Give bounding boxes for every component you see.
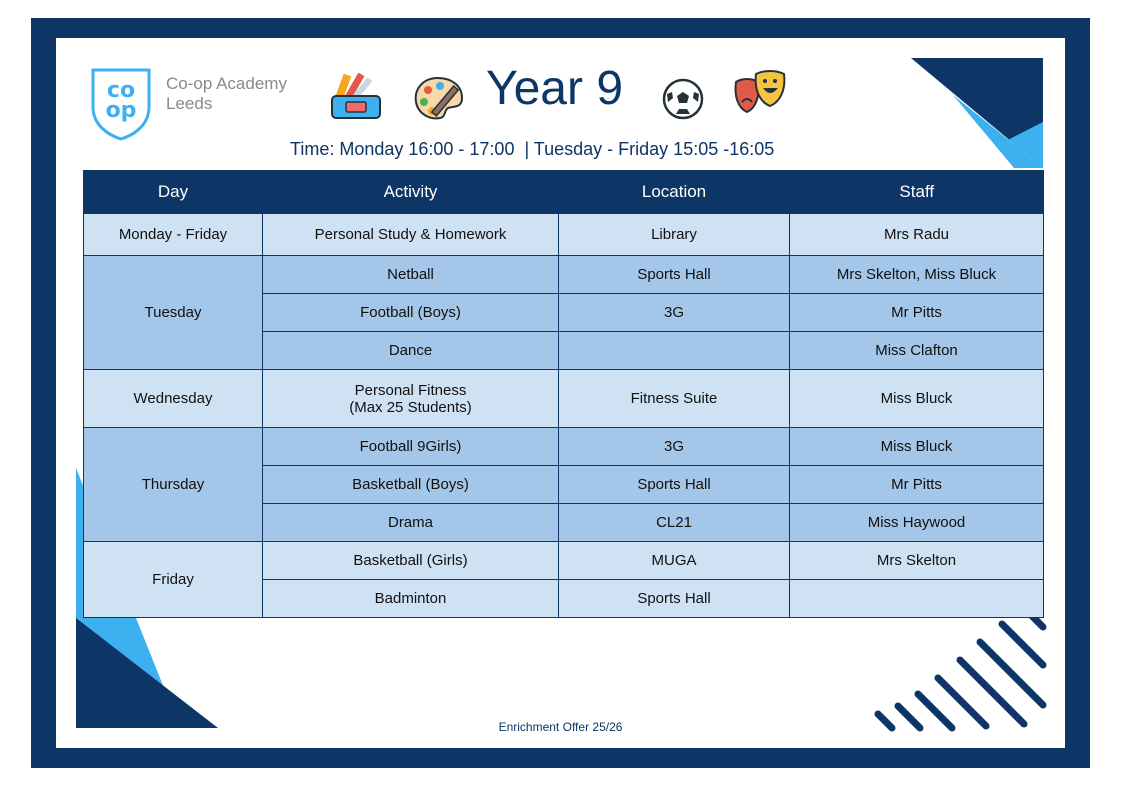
activity-cell: Personal Study & Homework	[263, 214, 559, 256]
activity-cell	[263, 370, 559, 428]
location-cell: 3G	[559, 428, 790, 466]
table-row	[84, 214, 1044, 256]
staff-cell: Mrs Radu	[790, 214, 1044, 256]
day-cell: Wednesday	[84, 370, 263, 428]
table-row	[84, 542, 1044, 580]
activity-cell: Badminton	[263, 580, 559, 618]
activity-cell: Basketball (Boys)	[263, 466, 559, 504]
staff-cell: Mr Pitts	[790, 294, 1044, 332]
activity-cell: Basketball (Girls)	[263, 542, 559, 580]
school-name: Co-op Academy Leeds	[166, 74, 287, 113]
poster	[56, 38, 1065, 748]
logo-text-bottom: op	[105, 98, 137, 123]
staff-cell: Miss Bluck	[790, 370, 1044, 428]
header-activity: Activity	[263, 170, 559, 214]
table-row	[84, 428, 1044, 466]
enrichment-table	[83, 170, 1044, 618]
staff-cell: Miss Haywood	[790, 504, 1044, 542]
staff-cell: Miss Bluck	[790, 428, 1044, 466]
staff-cell: Mr Pitts	[790, 466, 1044, 504]
activity-cell: Netball	[263, 256, 559, 294]
football-icon	[662, 78, 704, 120]
location-cell: MUGA	[559, 542, 790, 580]
footer-caption: Enrichment Offer 25/26	[498, 720, 623, 734]
day-cell: Thursday	[84, 428, 263, 542]
table-row	[84, 256, 1044, 294]
paint-palette-icon	[412, 74, 466, 124]
header-location: Location	[559, 170, 790, 214]
theatre-masks-icon	[732, 68, 788, 118]
location-cell: Fitness Suite	[559, 370, 790, 428]
pencil-case-icon	[328, 70, 384, 122]
staff-cell: Miss Clafton	[790, 332, 1044, 370]
day-cell: Friday	[84, 542, 263, 618]
location-cell: Library	[559, 214, 790, 256]
coop-logo	[90, 67, 152, 141]
location-cell: Sports Hall	[559, 580, 790, 618]
location-cell: 3G	[559, 294, 790, 332]
staff-cell: Mrs Skelton, Miss Bluck	[790, 256, 1044, 294]
location-cell: Sports Hall	[559, 256, 790, 294]
activity-line: Personal Fitness	[354, 381, 467, 399]
activity-cell: Drama	[263, 504, 559, 542]
session-times: Time: Monday 16:00 - 17:00 | Tuesday - Friday 15:05 -16:05	[290, 139, 775, 159]
location-cell: Sports Hall	[559, 466, 790, 504]
logo-text-top: co	[106, 78, 136, 103]
activity-cell: Dance	[263, 332, 559, 370]
staff-cell: Mrs Skelton	[790, 542, 1044, 580]
table-header-row	[84, 170, 1044, 214]
activity-cell: Football 9Girls)	[263, 428, 559, 466]
day-cell: Monday - Friday	[84, 214, 263, 256]
location-cell	[559, 332, 790, 370]
header-staff: Staff	[790, 170, 1044, 214]
activity-cell: Football (Boys)	[263, 294, 559, 332]
day-cell: Tuesday	[84, 256, 263, 370]
header-day: Day	[84, 170, 263, 214]
activity-line-note: (Max 25 Students)	[349, 398, 472, 416]
page-title: Year 9	[486, 62, 624, 115]
table-row	[84, 370, 1044, 428]
staff-cell	[790, 580, 1044, 618]
location-cell: CL21	[559, 504, 790, 542]
